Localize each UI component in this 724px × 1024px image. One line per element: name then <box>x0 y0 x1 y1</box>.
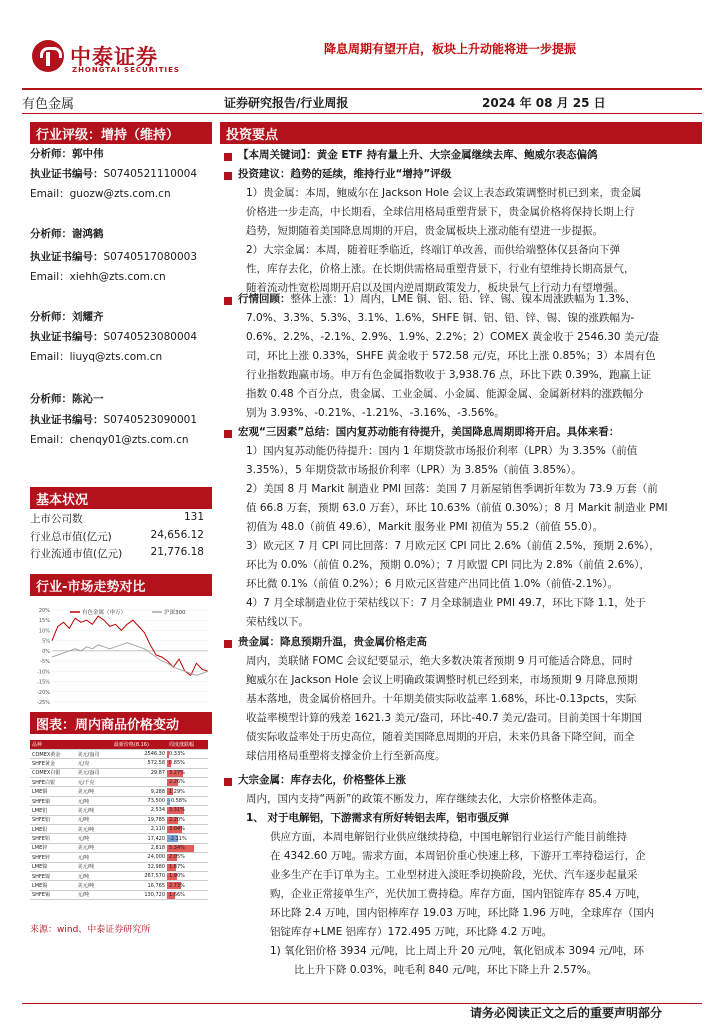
header-divider <box>22 88 702 90</box>
table-row <box>30 787 208 796</box>
change-value: 2.20% <box>169 816 185 823</box>
table-cell: 元/吨 <box>76 853 112 862</box>
table-row <box>30 796 208 805</box>
alu-line: 购，企业正常接单生产，光伏加工费持稳。库存方面，国内铝锭库存 85.4 万吨， <box>270 888 647 900</box>
change-cell <box>167 778 208 787</box>
y-tick-label: 10% <box>38 628 50 635</box>
table-cell: 美元/吨 <box>76 843 112 852</box>
analyst-name: 分析师：郭中伟 <box>30 148 104 160</box>
table-cell: 2,534 <box>112 806 167 815</box>
analyst-cert: 执业证书编号：S0740521110004 <box>30 168 198 180</box>
table-cell: 17,420 <box>112 834 167 843</box>
change-cell <box>167 749 208 758</box>
change-value: 5.34% <box>169 844 185 851</box>
advice-title: 投资建议：趋势的延续，维持行业“增持”评级 <box>238 168 452 180</box>
price-table-bar <box>30 712 212 734</box>
bullet-icon <box>224 778 232 786</box>
table-header <box>76 740 112 749</box>
macro-line: 值 66.8 万套，预期 63.0 万套），环比 10.63%（前值 0.30%）；8 月 Markit 制造业 PMI <box>246 502 668 514</box>
change-cell <box>167 796 208 805</box>
table-cell: SHFE白银 <box>30 778 76 787</box>
table-cell: SHFE镍 <box>30 871 76 880</box>
macro-line: 1）国内复苏动能仍待提升：国内 1 年期贷款市场报价利率（LPR）为 3.35%（前值 <box>246 445 638 457</box>
analyst-email: Email：xiehh@zts.com.cn <box>30 271 166 283</box>
change-cell <box>167 853 208 862</box>
table-row <box>30 815 208 824</box>
analyst-email: Email：guozw@zts.com.cn <box>30 188 171 200</box>
change-cell <box>167 768 208 777</box>
table-cell: LME镍 <box>30 862 76 871</box>
y-tick-label: -5% <box>40 659 50 666</box>
advice-para-line: 价格进一步走高，中长期看，全球信用格局重塑背景下，贵金属价格将保持长期上行 <box>246 206 635 218</box>
table-cell: 美元/盎司 <box>76 749 112 758</box>
advice-para-line: 趋势，短期随着美国降息周期的开启，贵金属板块上涨动能有望进一步提振。 <box>246 225 603 237</box>
y-tick-label: -15% <box>37 679 50 686</box>
alu-cost-line: 比上升下降 0.03%，吨毛利 840 元/吨，环比下降上升 2.57%。 <box>294 964 598 976</box>
bullet-icon <box>224 297 232 305</box>
market-line: 7.0%、3.3%、5.3%、3.1%、1.6%，SHFE 铜、铝、铅、锌、锡、镍的涨跌幅为- <box>246 312 635 324</box>
table-cell: SHFE黄金 <box>30 759 76 768</box>
alu-line: 铝锭库存+LME 铝库存）172.495 万吨，环比降 4.2 万吨。 <box>270 926 553 938</box>
market-line: 行业指数跑赢市场。申万有色金属指数收于 3,938.76 点，环比下跌 0.39%，跑赢上证 <box>246 369 652 381</box>
analyst-name: 分析师：刘耀齐 <box>30 311 104 323</box>
company-logo-icon <box>32 40 64 72</box>
analyst-email: Email：liuyq@zts.com.cn <box>30 351 163 363</box>
y-tick-label: -25% <box>37 700 50 706</box>
table-cell: LME锡 <box>30 881 76 890</box>
alu-cost-line: 1) 氧化铝价格 3934 元/吨，比上周上升 20 元/吨，氧化铝成本 3094 元/吨，环 <box>270 945 645 957</box>
change-value: 3.04% <box>169 826 185 833</box>
price-table <box>30 740 208 900</box>
change-value: 1.90% <box>169 873 185 880</box>
change-cell <box>167 825 208 834</box>
table-cell <box>112 778 167 787</box>
table-cell: 2546.30 <box>112 749 167 758</box>
analyst-cert: 执业证书编号：S0740523080004 <box>30 331 198 343</box>
table-cell: 美元/吨 <box>76 806 112 815</box>
change-cell <box>167 759 208 768</box>
change-cell <box>167 787 208 796</box>
table-header: 品种 <box>30 740 76 749</box>
y-tick-label: -10% <box>37 669 50 676</box>
basic-row: 行业总市值(亿元) 24,656.12 <box>30 529 204 543</box>
table-row <box>30 881 208 890</box>
table-row <box>30 806 208 815</box>
key-points-title: 投资要点 <box>226 128 279 143</box>
subheader-divider <box>22 113 702 114</box>
table-cell: 9,288 <box>112 787 167 796</box>
macro-line: 2）美国 8 月 Markit 制造业 PMI 回落：美国 7 月新屋销售季调折年数为 73.9 万套（前 <box>246 483 658 495</box>
table-cell: 130,720 <box>112 890 167 899</box>
table-cell: SHFE铜 <box>30 796 76 805</box>
table-header: 最新价格(8.16) <box>112 740 167 749</box>
bulk-intro: 周内，国内支持“两新”的政策不断发力，库存继续去化，大宗价格整体走高。 <box>246 793 604 805</box>
table-cell: 19,785 <box>112 815 167 824</box>
advice-para-line: 1）贵金属：本周，鲍威尔在 Jackson Hole 会议上表态政策调整时机已到来，贵金属 <box>246 187 642 199</box>
table-row <box>30 749 208 758</box>
table-cell: 572.58 <box>112 759 167 768</box>
bullet-icon <box>224 640 232 648</box>
analyst-cert: 执业证书编号：S0740523090001 <box>30 414 198 426</box>
table-cell: 元/克 <box>76 759 112 768</box>
table-cell: 2,818 <box>112 843 167 852</box>
table-cell: 美元/盎司 <box>76 768 112 777</box>
change-cell <box>167 890 208 899</box>
table-cell: 32,980 <box>112 862 167 871</box>
table-cell: 元/吨 <box>76 890 112 899</box>
bulk-title: 大宗金属：库存去化，价格整体上涨 <box>238 774 406 786</box>
change-cell <box>167 862 208 871</box>
pm-title: 贵金属：降息预期升温，贵金属价格走高 <box>238 636 427 648</box>
report-type: 证券研究报告/行业周报 <box>224 96 349 110</box>
disclaimer-note: 请务必阅读正文之后的重要声明部分 <box>470 1006 663 1020</box>
table-cell: 美元/吨 <box>76 881 112 890</box>
change-value: 0.33% <box>169 751 185 758</box>
key-points-bar <box>220 122 702 144</box>
bullet-icon <box>224 430 232 438</box>
change-cell <box>167 843 208 852</box>
change-value: 3.31% <box>169 807 185 814</box>
pm-line: 债实际收益率处于历史高位，随着美国降息周期的开启，未来仍具备下降空间，而全 <box>246 731 635 743</box>
change-cell <box>167 871 208 880</box>
advice-para-line: 2）大宗金属：本周，随着旺季临近，终端订单改善，而供给端整体仅县备向下弹 <box>246 244 621 256</box>
logo-subtext: ZHONGTAI SECURITIES <box>72 66 180 74</box>
table-row <box>30 778 208 787</box>
macro-line: 3）欧元区 7 月 CPI 同比回落：7 月欧元区 CPI 同比 2.6%（前值 2.5%，预期 2.6%）， <box>246 540 660 552</box>
change-value: 1.66% <box>169 891 185 898</box>
table-cell: SHFE铅 <box>30 834 76 843</box>
trend-bar <box>30 574 212 596</box>
change-value: 1.87% <box>169 863 185 870</box>
table-header: 周度涨跌幅 <box>167 740 208 749</box>
table-cell: 美元/吨 <box>76 862 112 871</box>
pm-line: 基本落地，贵金属价格回升。十年期美债实际收益率 1.68%，环比-0.13pcts，实际 <box>246 693 637 705</box>
pm-line: 周内，美联储 FOMC 会议纪要显示，绝大多数决策者预期 9 月可能适合降息，同时 <box>246 655 633 667</box>
table-cell: 73,500 <box>112 796 167 805</box>
y-tick-label: 20% <box>38 608 50 614</box>
table-cell: 29.87 <box>112 768 167 777</box>
series-line-1 <box>52 616 208 675</box>
change-value: -0.58% <box>169 798 187 805</box>
analyst-name: 分析师：谢鸿鹤 <box>30 228 104 240</box>
macro-title: 宏观“三因素”总结：国内复苏动能有待提升，美国降息周期即将开启。具体来看： <box>238 426 620 438</box>
trend-chart-svg <box>30 606 212 706</box>
basic-info-bar <box>30 487 212 509</box>
trend-title: 行业-市场走势对比 <box>36 580 146 595</box>
y-tick-label: 15% <box>38 618 50 625</box>
table-cell: SHFE铝 <box>30 815 76 824</box>
market-line: 司，环比上涨 0.33%，SHFE 黄金收于 572.58 元/克，环比上涨 0.85%；3）本周有色 <box>246 350 656 362</box>
change-value: -2.11% <box>169 835 187 842</box>
bullet-icon <box>224 153 232 161</box>
table-row <box>30 871 208 880</box>
change-value: 2.73% <box>169 882 185 889</box>
table-row <box>30 834 208 843</box>
alu-line: 业多生产在手订单为主。工业型材进入淡旺季切换阶段，光伏、汽车逐步起量采 <box>270 869 638 881</box>
market-line: 0.6%、2.2%、-2.1%、2.9%、1.9%、2.2%；2）COMEX 黄金收于 2546.30 美元/盎 <box>246 331 659 343</box>
table-cell: 元/吨 <box>76 871 112 880</box>
macro-line: 4）7 月全球制造业位于荣枯线以下：7 月全球制造业 PMI 49.7，环比下降 1.1，处于 <box>246 597 646 609</box>
pm-line: 收益率模型计算的残差 1621.3 美元/盎司，环比-40.7 美元/盎司。目前美国十年期国 <box>246 712 642 724</box>
table-cell: 美元/吨 <box>76 825 112 834</box>
table-cell: 元/吨 <box>76 815 112 824</box>
analyst-name: 分析师：陈沁一 <box>30 393 104 405</box>
logo-text: 中泰证券 <box>70 45 158 69</box>
rating-bar <box>30 122 212 144</box>
change-cell <box>167 834 208 843</box>
change-cell <box>167 806 208 815</box>
table-cell: LME铅 <box>30 825 76 834</box>
legend-label: 沪深300 <box>164 610 186 616</box>
macro-line: 初值为 48.0（前值 49.6），Markit 服务业 PMI 初值为 55.2（前值 55.0）。 <box>246 521 604 533</box>
change-value: 1.29% <box>169 788 185 795</box>
table-cell: SHFE锌 <box>30 853 76 862</box>
table-row <box>30 759 208 768</box>
table-row <box>30 890 208 899</box>
macro-line: 荣枯线以下。 <box>246 616 309 628</box>
table-row <box>30 862 208 871</box>
sector-name: 有色金属 <box>22 97 75 112</box>
alu-line: 供应方面，本周电解铝行业供应继续持稳，中国电解铝行业运行产能目前维持 <box>270 831 627 843</box>
basic-info-title: 基本状况 <box>36 493 89 508</box>
table-cell: 美元/吨 <box>76 787 112 796</box>
advice-para-line: 性，库存去化，价格上涨。在长期供需格局重塑背景下，行业有望维持长期高景气， <box>246 263 635 275</box>
change-cell <box>167 881 208 890</box>
report-headline: 降息周期有望开启，板块上升动能将进一步提振 <box>324 42 577 56</box>
table-cell: 2,110 <box>112 825 167 834</box>
table-row <box>30 853 208 862</box>
macro-line: 3.35%），5 年期贷款市场报价利率（LPR）为 3.85%（前值 3.85%）。 <box>246 464 582 476</box>
pm-line: 鲍威尔在 Jackson Hole 会议上明确政策调整时机已经到来，市场预期 9 月降息预期 <box>246 674 638 686</box>
table-cell: COMEX黄金 <box>30 749 76 758</box>
report-date: 2024 年 08 月 25 日 <box>482 96 606 110</box>
source-note: 来源：wind、中泰证券研究所 <box>30 925 151 935</box>
price-table-title: 图表：周内商品价格变动 <box>36 718 180 733</box>
market-line: 行情回顾：整体上涨：1）周内，LME 铜、铝、铅、锌、锡、镍本周涨跌幅为 1.3%、 <box>238 293 636 305</box>
basic-row: 上市公司数 131 <box>30 511 204 525</box>
change-value: 2.05% <box>169 854 185 861</box>
macro-line: 环比微 0.1%（前值 0.2%）；6 月欧元区营建产出同比值 1.0%（前值-2.1%）。 <box>246 578 619 590</box>
change-cell <box>167 815 208 824</box>
macro-line: 环比为 0.0%（前值 0.2%，预期 0.0%）；7 月欧盟 CPI 同比为 2.8%（前值 2.6%）， <box>246 559 651 571</box>
y-tick-label: -20% <box>37 689 50 696</box>
change-value: 2.26% <box>169 779 185 786</box>
legend-label: 有色金属（申万） <box>82 610 127 616</box>
alu-line: 环比降 2.4 万吨，国内铝棒库存 19.03 万吨，环比降 1.96 万吨，全球库存（国内 <box>270 907 655 919</box>
table-row <box>30 843 208 852</box>
table-cell: 24,000 <box>112 853 167 862</box>
advice-para-line: 随着流动性宽松周期开启以及国内逆周期政策发力，板块景气上行动力有望增强。 <box>246 282 624 294</box>
market-line: 指数 0.48 个百分点，贵金属、工业金属、小金属、能源金属、金属新材料的涨跌幅分 <box>246 388 644 400</box>
pm-line: 球信用格局重塑将支撑金价上行至新高度。 <box>246 750 446 762</box>
table-row <box>30 825 208 834</box>
table-cell: 元/吨 <box>76 796 112 805</box>
change-value: 3.27% <box>169 769 185 776</box>
table-cell: SHFE锡 <box>30 890 76 899</box>
y-tick-label: 5% <box>42 638 50 645</box>
table-cell: COMEX白银 <box>30 768 76 777</box>
rating-label: 行业评级：增持（维持） <box>36 128 180 143</box>
table-row <box>30 768 208 777</box>
analyst-email: Email：chenqy01@zts.com.cn <box>30 434 189 446</box>
table-cell: 16,765 <box>112 881 167 890</box>
table-cell: LME锌 <box>30 843 76 852</box>
trend-chart <box>30 606 212 706</box>
alu-line: 在 4342.60 万吨。需求方面，本周铝价重心快速上移，下游开工率持稳运行，企 <box>270 850 646 862</box>
analyst-cert: 执业证书编号：S0740517080003 <box>30 251 198 263</box>
market-line: 别为 3.93%、-0.21%、-1.21%、-3.16%、-3.56%。 <box>246 407 505 419</box>
keywords-line: 【本周关键词】：黄金 ETF 持有量上升、大宗金属继续去库、鲍威尔表态偏鸽 <box>238 149 598 161</box>
table-cell: 元/吨 <box>76 834 112 843</box>
alu-title: 1、 对于电解铝，下游需求有所好转铝去库，铝市强反弹 <box>246 812 509 824</box>
table-cell: 267,570 <box>112 871 167 880</box>
y-tick-label: 0% <box>42 648 50 655</box>
basic-row: 行业流通市值(亿元) 21,776.18 <box>30 546 204 560</box>
table-cell: 元/千克 <box>76 778 112 787</box>
change-value: 0.85% <box>169 760 185 767</box>
table-cell: LME铝 <box>30 806 76 815</box>
bullet-icon <box>224 172 232 180</box>
table-cell: LME铜 <box>30 787 76 796</box>
